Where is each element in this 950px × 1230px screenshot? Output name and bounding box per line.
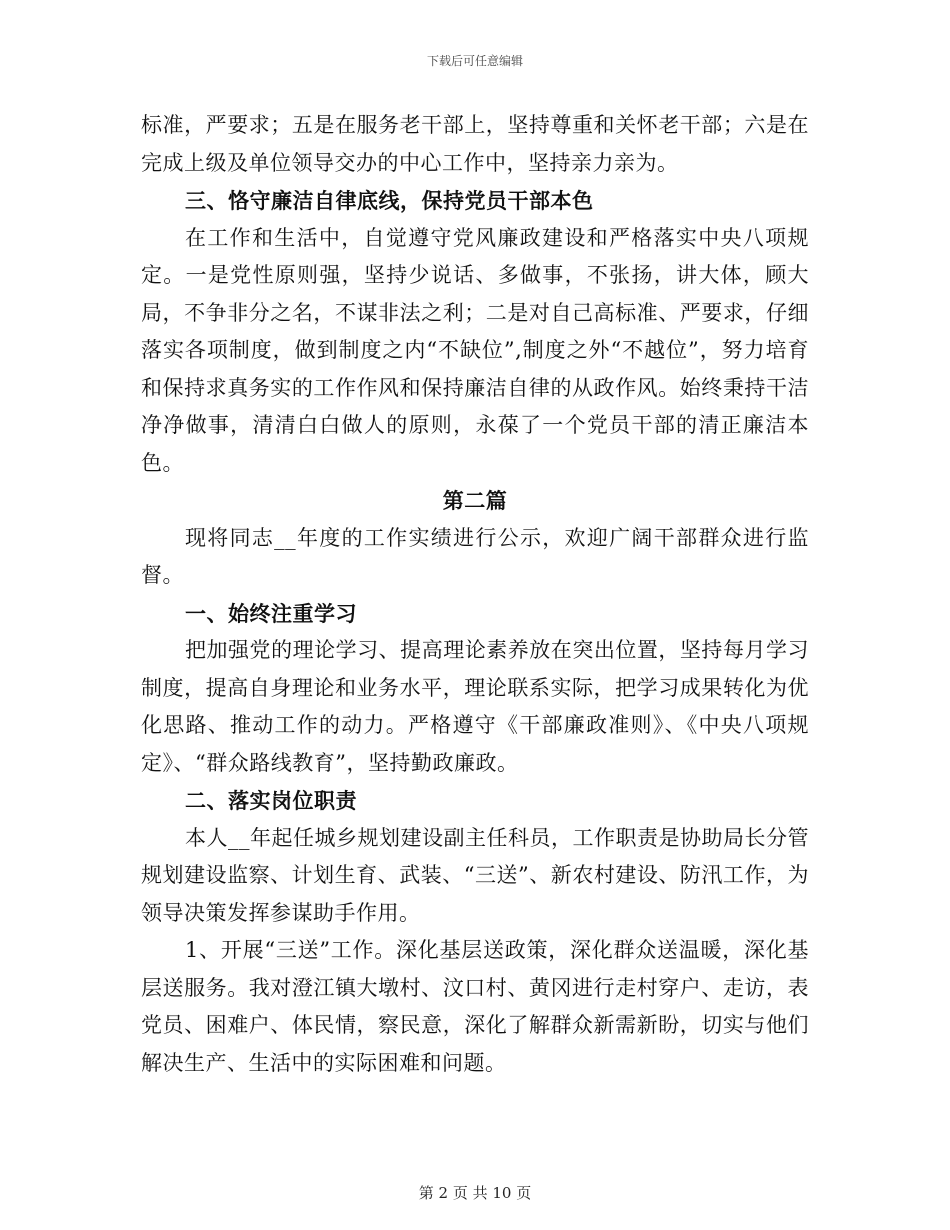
paragraph: 把加强党的理论学习、提高理论素养放在突出位置，坚持每月学习制度，提高自身理论和业务水平，理论联系实际，把学习成果转化为优化思路、推动工作的动力。严格遵守《干部廉政准则》、《中央八项规定》、“群众路线教育”，坚持勤政廉政。 (141, 638, 809, 775)
paragraph-continuation: 标准，严要求；五是在服务老干部上，坚持尊重和关怀老干部；六是在完成上级及单位领导交办的中心工作中，坚持亲力亲为。 (141, 113, 809, 175)
section-heading: 三、恪守廉洁自律底线，保持党员干部本色 (185, 188, 594, 213)
section-heading: 二、落实岗位职责 (185, 788, 357, 813)
document-body (141, 107, 809, 1082)
document-title: 第二篇 (442, 488, 508, 513)
paragraph: 1、开展“三送”工作。深化基层送政策，深化群众送温暖，深化基层送服务。我对澄江镇大墩村、汶口村、黄冈进行走村穿户、走访，表党员、困难户、体民情，察民意，深化了解群众新需新盼，切实与他们解决生产、生活中的实际困难和问题。 (141, 938, 809, 1075)
page-footer: 第 2 页 共 10 页 (418, 1184, 532, 1202)
page-header: 下载后可任意编辑 (426, 54, 523, 68)
paragraph: 本人__年起任城乡规划建设副主任科员，工作职责是协助局长分管规划建设监察、计划生育、武装、“三送”、新农村建设、防汛工作，为领导决策发挥参谋助手作用。 (141, 825, 809, 925)
paragraph: 现将同志__年度的工作实绩进行公示，欢迎广阔干部群众进行监督。 (141, 525, 809, 587)
section-heading: 一、始终注重学习 (185, 600, 357, 626)
paragraph: 在工作和生活中，自觉遵守党风廉政建设和严格落实中央八项规定。一是党性原则强，坚持少说话、多做事，不张扬，讲大体，顾大局，不争非分之名，不谋非法之利；二是对自己高标准、严要求，仔细落实各项制度，做到制度之内“不缺位”,制度之外“不越位”，努力培育和保持求真务实的工作作风和保持廉洁自律的从政作风。始终秉持干洁净净做事，清清白白做人的原则，永葆了一个党员干部的清正廉洁本色。 (141, 225, 809, 475)
